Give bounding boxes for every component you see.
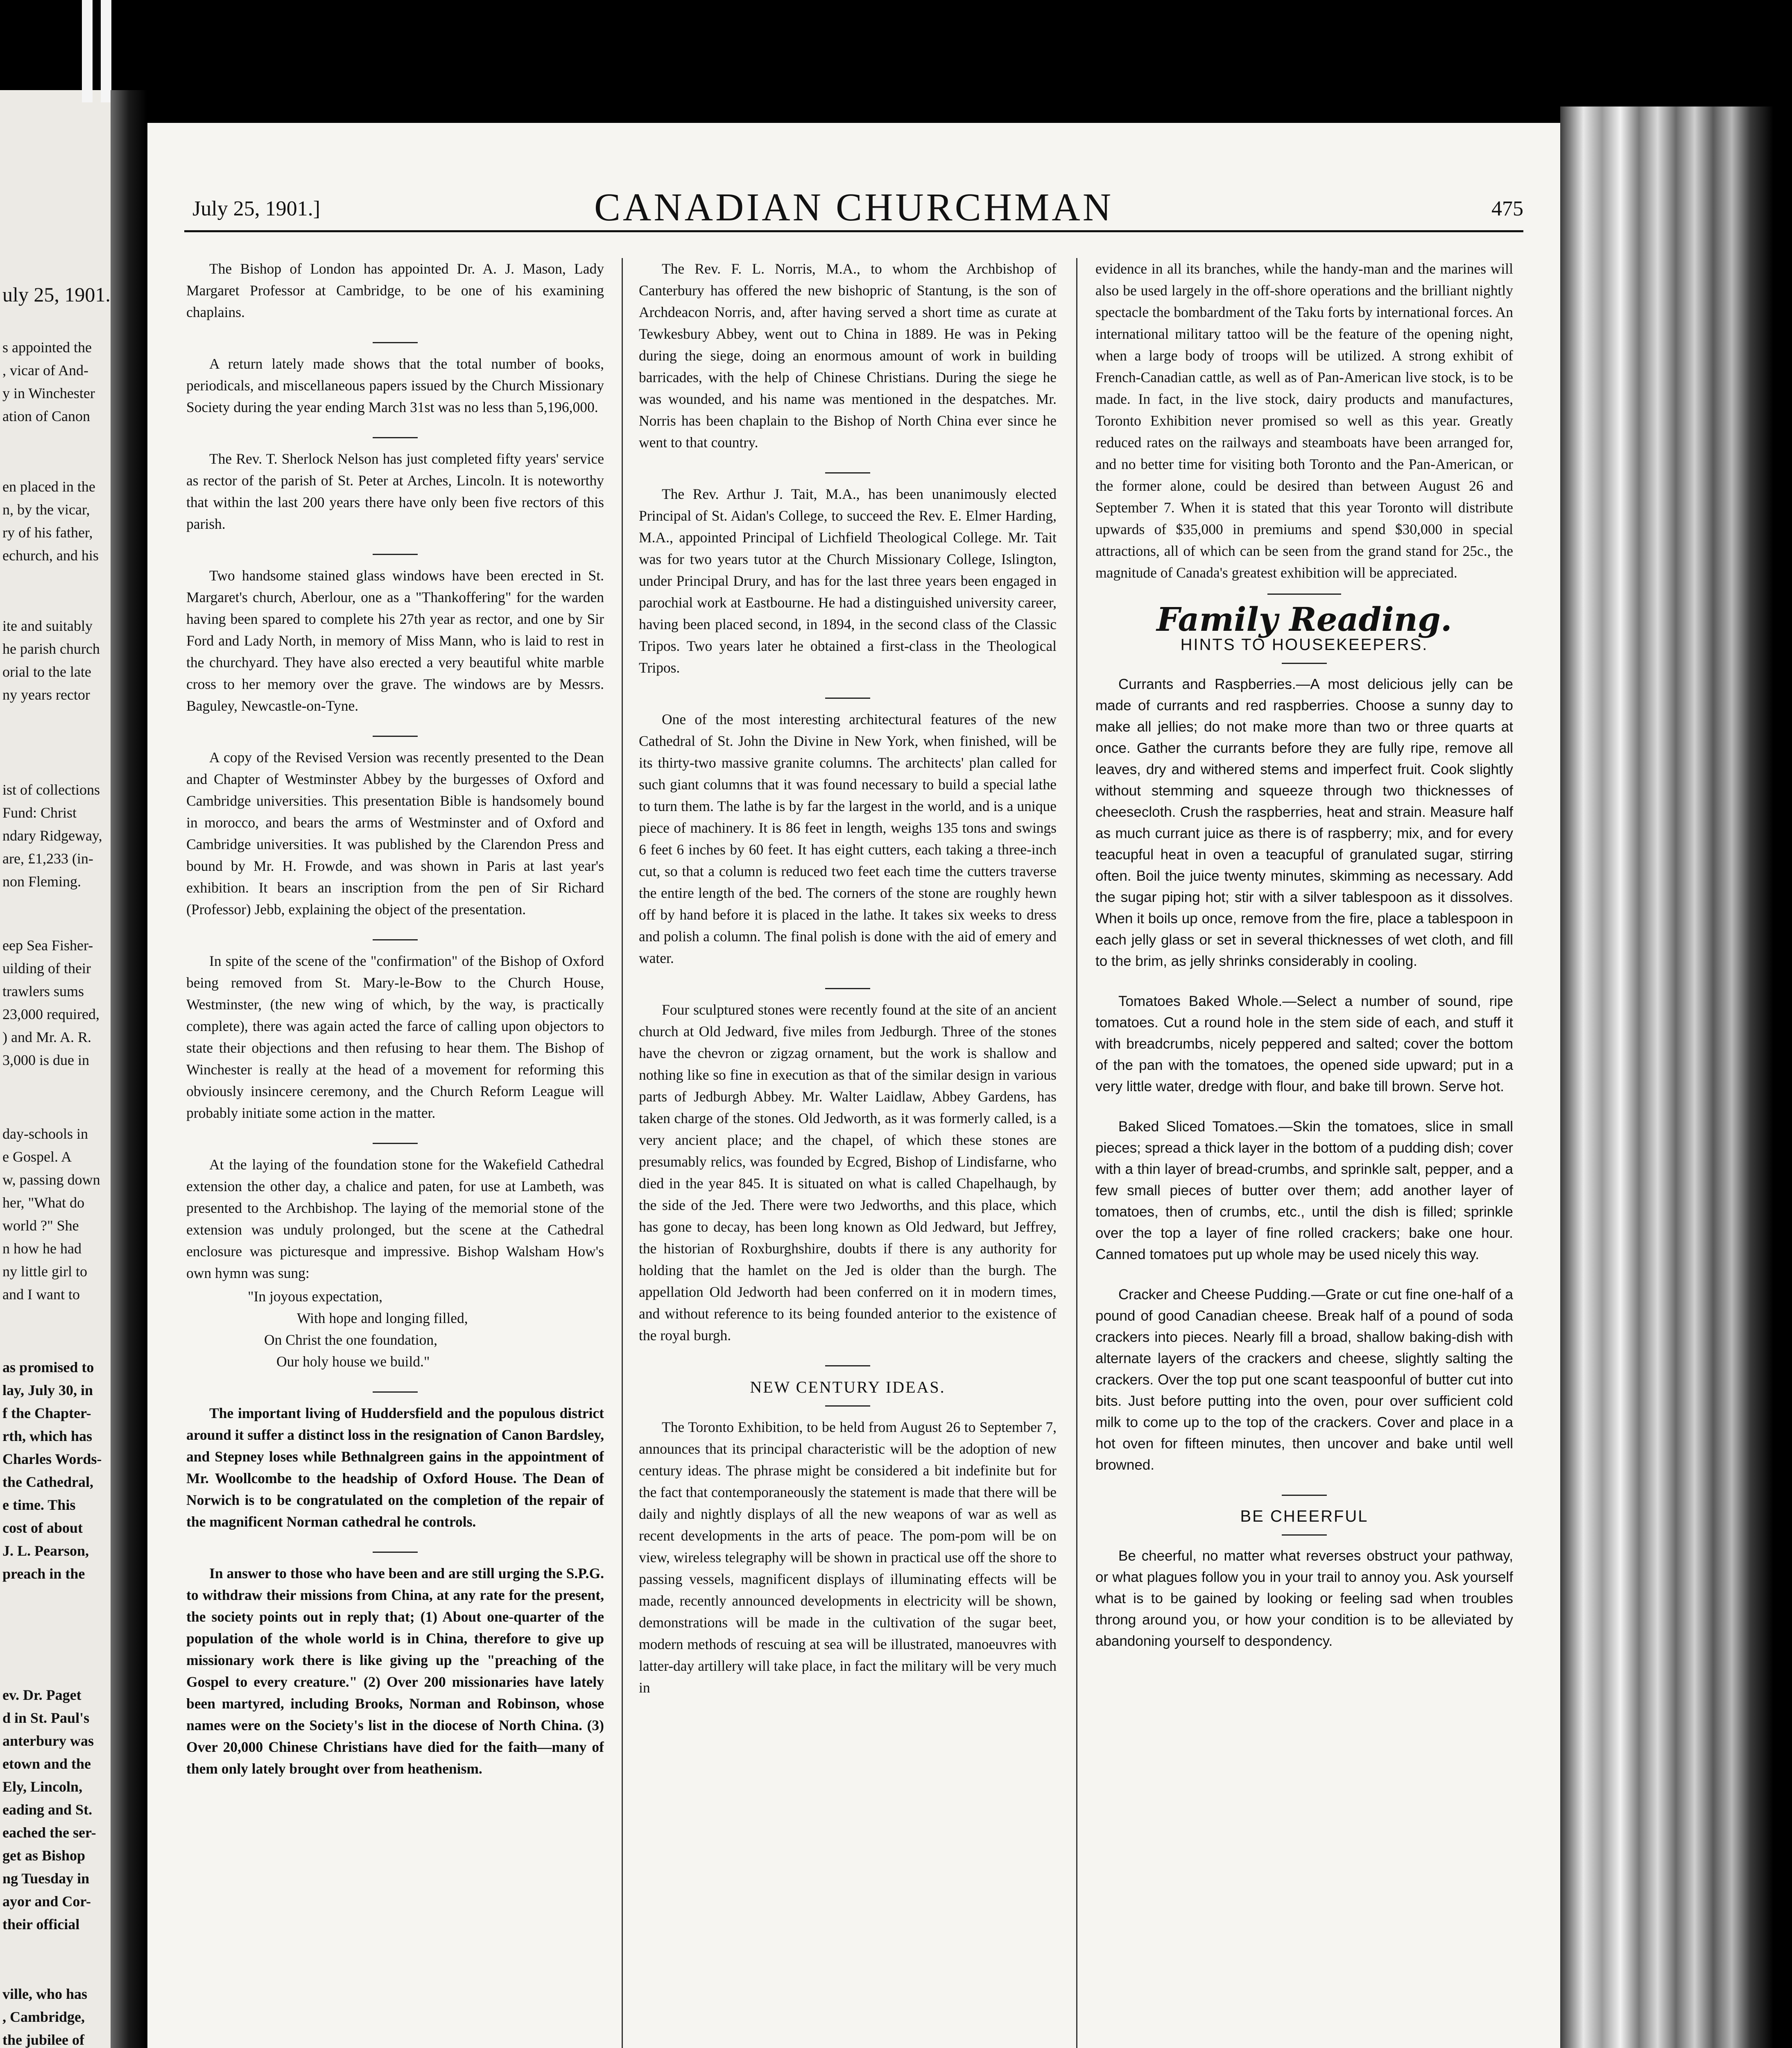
left-page-line: the jubilee of: [2, 2032, 84, 2048]
left-page-line: n how he had: [2, 1240, 81, 1257]
article-paragraph: Two handsome stained glass windows have been erected in St. Margaret's church, Aberlour, one as a "Thankoffering" for the warden having been spared to complete his 27th year as rector, and one by Sir Ford and Lady North, in memory of Miss Mann, who is laid to rest in the churchyard. They have also erected a very beautiful white marble cross to her memory over the grave. The windows are by Messrs. Baguley, Newcastle-on-Tyne.: [186, 567, 604, 714]
page-number: 475: [1491, 197, 1523, 220]
left-page-line: ation of Canon: [2, 408, 90, 424]
left-page-line: ry of his father,: [2, 524, 93, 541]
left-page-line: ) and Mr. A. R.: [2, 1029, 92, 1045]
separator: [1267, 594, 1341, 595]
separator: [373, 736, 418, 737]
separator: [1282, 1534, 1327, 1536]
left-page-line: day-schools in: [2, 1126, 88, 1142]
left-page-line: orial to the late: [2, 664, 91, 680]
left-page-line: eading and St.: [2, 1801, 93, 1818]
left-page-line: ite and suitably: [2, 618, 93, 634]
recipe-paragraph: Cracker and Cheese Pudding.—Grate or cut fine one-half of a pound of good Canadian cheese. Break half of a pound of soda crackers into pieces. Nearly fill a broad, shallow baking-dish with alternate layers of the crackers and cheese, slightly salting the crackers. Over the top put one scant teaspoonful of butter cut into bits. Just before putting into the oven, pour over sufficient cold milk to come up to the top of the crackers. Cover and place in a hot oven for fifteen minutes, then uncover and bake until well browned.: [1095, 1287, 1513, 1473]
left-page-line: and I want to: [2, 1286, 80, 1303]
gutter-shadow: [111, 90, 147, 2048]
left-page-line: 3,000 is due in: [2, 1052, 89, 1068]
left-page-line: get as Bishop: [2, 1847, 86, 1864]
section-title: Family Reading.: [1156, 600, 1452, 639]
left-page-line: their official: [2, 1916, 80, 1932]
left-page-line: , vicar of And-: [2, 362, 88, 378]
separator: [373, 554, 418, 555]
separator: [373, 939, 418, 940]
separator: [373, 437, 418, 438]
left-page-line: rth, which has: [2, 1428, 93, 1444]
film-marker-top-1: [82, 0, 93, 102]
article-paragraph: The Rev. F. L. Norris, M.A., to whom the Archbishop of Canterbury has offered the new bishopric of Stantung, is the son of Archdeacon Norris, and, after having served a short time as curate at Tewkesbury Abbey, went out to China in 1889. He was in Peking during the siege, doing an enormous amount of work in building barricades, with the help of Chinese Christians. During the siege he was wounded, and his name was mentioned in the despatches. Mr. Norris has been chaplain to the Bishop of North China ever since he went to that country.: [639, 261, 1057, 451]
left-page-sheet: [0, 90, 123, 2048]
left-page-line: cost of about: [2, 1520, 83, 1536]
article-paragraph: The Rev. T. Sherlock Nelson has just completed fifty years' service as rector of the parish of St. Peter at Arches, Lincoln. It is noteworthy that within the last 200 years there have only been five rectors of this parish.: [186, 451, 604, 532]
article-paragraph: The Bishop of London has appointed Dr. A. J. Mason, Lady Margaret Professor at Cambridge, to be one of his examining chaplains.: [186, 261, 604, 320]
page-edges: [1560, 106, 1792, 2048]
header-rule: [184, 230, 1523, 232]
left-page-line: Charles Words-: [2, 1451, 102, 1467]
separator: [373, 1552, 418, 1553]
column-rule: [622, 258, 623, 2048]
left-page-line: uilding of their: [2, 960, 91, 976]
left-page-fragment: [0, 0, 123, 2048]
left-page-line: en placed in the: [2, 478, 95, 495]
left-page-line: as promised to: [2, 1359, 94, 1375]
article-paragraph: evidence in all its branches, while the handy-man and the marines will also be used largely in the off-shore operations and the brilliant nightly spectacle the bombardment of the Taku forts by international forces. An international military tattoo will be the feature of the opening night, when a large body of troops will be utilized. A strong exhibit of French-Canadian cattle, as well as of Pan-American live stock, is to be made. In fact, in the live stock, dairy products and manufactures, Toronto Exhibition never promised so well as this year. Greatly reduced rates on the railways and steamboats have been arranged for, and no better time for visiting both Toronto and the Pan-American, or the former alone, could be desired than between August 26 and September 7. When it is stated that this year Toronto will distribute upwards of $35,000 in premiums and spend $30,000 in special attractions, all of which can be seen from the grand stand for 25c., the magnitude of Canada's greatest exhibition will be appreciated.: [1095, 261, 1513, 581]
section-heading: BE CHEERFUL: [1240, 1507, 1369, 1525]
recipe-paragraph: Baked Sliced Tomatoes.—Skin the tomatoes, slice in small pieces; spread a thick layer in the bottom of a pudding dish; cover with a thin layer of bread-crumbs, and sprinkle salt, pepper, and a few small pieces of butter over them; add another layer of tomatoes, then of crumbs, etc., until the dish is filled; sprinkle over the top a layer of fine rolled crackers; bake one hour. Canned tomatoes put up whole may be used nicely this way.: [1095, 1119, 1513, 1262]
left-page-line: d in St. Paul's: [2, 1710, 90, 1726]
separator: [373, 1391, 418, 1393]
left-page-line: her, "What do: [2, 1194, 85, 1211]
recipe-paragraph: Tomatoes Baked Whole.—Select a number of sound, ripe tomatoes. Cut a round hole in the stem side of each, and stuff it with breadcrumbs, nicely peppered and salted; cover the bottom of the pan with the tomatoes, the opened side upward; put in a very little water, dredge with flour, and bake till brown. Serve hot.: [1095, 993, 1513, 1094]
separator: [825, 698, 870, 699]
left-page-line: 23,000 required,: [2, 1006, 100, 1022]
left-page-line: e Gospel. A: [2, 1149, 72, 1165]
article-paragraph: The Toronto Exhibition, to be held from August 26 to September 7, announces that its principal characteristic will be the adoption of new century ideas. The phrase might be considered a bit indefinite but for the fact that contemporaneously the statement is made that there will be daily and nightly displays of all the new weapons of war as well as recent developments in the arts of peace. The pom-pom will be on view, wireless telegraphy will be shown in practical use off the shore to passing vessels, magnificent displays of illuminating effects will be made, recently announced developments in electricity will be shown, demonstrations will be made in the cultivation of the sugar beet, modern methods of rescuing at sea will be illustrated, manoeuvres with latter-day artillery will take place, in fact the military will be very much in: [639, 1419, 1057, 1696]
left-page-line: s appointed the: [2, 339, 92, 356]
verse-line: "In joyous expectation,: [248, 1288, 382, 1305]
article-paragraph: The important living of Huddersfield and the populous district around it suffer a distinct loss in the resignation of Canon Bardsley, and Stepney loses while Bethnalgreen gains in the appointment of Mr. Woollcombe to the headship of Oxford House. The Dean of Norwich is to be congratulated on the completion of the repair of the magnificent Norman cathedral he controls.: [186, 1405, 604, 1530]
left-page-line: world ?" She: [2, 1217, 79, 1234]
column-rule: [1076, 258, 1077, 2048]
header-date: July 25, 1901.]: [192, 197, 320, 220]
left-page-line: ny little girl to: [2, 1263, 87, 1280]
separator: [1282, 1495, 1327, 1496]
column-2: [639, 258, 1057, 2048]
separator: [825, 1405, 870, 1407]
left-page-line: e time. This: [2, 1497, 76, 1513]
left-page-line: ny years rector: [2, 686, 90, 703]
newspaper-page: [147, 123, 1560, 2048]
left-page-line: etown and the: [2, 1756, 91, 1772]
left-page-line: eep Sea Fisher-: [2, 937, 93, 954]
verse-line: With hope and longing filled,: [297, 1310, 468, 1326]
left-page-line: , Cambridge,: [2, 2009, 85, 2025]
left-page-line: the Cathedral,: [2, 1474, 93, 1490]
left-page-line: ev. Dr. Paget: [2, 1687, 81, 1703]
article-paragraph: One of the most interesting architectural features of the new Cathedral of St. John the Divine in New York, when finished, will be its thirty-two massive granite columns. The architects' plan called for such giant columns that it was found necessary to build a special lathe to turn them. The lathe is by far the largest in the world, and is a unique piece of machinery. It is 86 feet in length, weighs 135 tons and swings 6 feet 6 inches by 60 feet. It has eight cutters, each taking a three-inch cut, so that a column is reduced two feet each time the cutters traverse the entire length of the bed. The corners of the stone are roughly hewn off by hand before it is placed in the lathe. It takes six weeks to dress and polish a column. The final polish is done with the aid of emery and water.: [639, 711, 1057, 966]
recipe-paragraph: Currants and Raspberries.—A most delicious jelly can be made of currants and red raspberries. Choose a sunny day to make all jellies; do not make more than two or three quarts at once. Gather the currants before they are fully ripe, remove all leaves, dry and withered stems and imperfect fruit. Cook slightly without stemming and squeeze through two thicknesses of cheesecloth. Crush the raspberries, heat and strain. Measure half as much currant juice as there is of raspberry; mix, and for every teacupful heat in oven a teacupful of granulated sugar, stirring often. Boil the juice twenty minutes, skimming as necessary. Add the sugar piping hot; stir with a silver tablespoon as it dissolves. When it boils up once, remove from the fire, place a tablespoon in each jelly glass or set in several thicknesses of wet cloth, and fill to the brim, as jelly shrinks considerably in cooling.: [1095, 676, 1513, 969]
left-page-line: Ely, Lincoln,: [2, 1778, 83, 1795]
masthead-title: CANADIAN CHURCHMAN: [594, 185, 1114, 229]
left-page-line: trawlers sums: [2, 983, 84, 999]
left-page-line: ist of collections: [2, 782, 100, 798]
article-paragraph: A return lately made shows that the total number of books, periodicals, and miscellaneous papers issued by the Church Missionary Society during the year ending March 31st was no less than 5,196,000.: [186, 356, 604, 415]
left-page-line: lay, July 30, in: [2, 1382, 93, 1398]
left-page-line: w, passing down: [2, 1171, 100, 1188]
left-page-line: ayor and Cor-: [2, 1893, 91, 1910]
section-heading: HINTS TO HOUSEKEEPERS.: [1180, 636, 1428, 654]
left-page-line: y in Winchester: [2, 385, 95, 401]
verse-line: On Christ the one foundation,: [264, 1332, 437, 1348]
article-paragraph: Be cheerful, no matter what reverses obstruct your pathway, or what plagues follow you in your trail to annoy you. Ask yourself what is to be gained by looking or feeling sad when troubles throng around you, or how your condition is to be alleviated by abandoning yourself to despondency.: [1095, 1548, 1513, 1649]
left-page-line: echurch, and his: [2, 547, 99, 564]
left-page-line: ndary Ridgeway,: [2, 827, 102, 844]
left-page-line: anterbury was: [2, 1733, 94, 1749]
article-paragraph: In answer to those who have been and are still urging the S.P.G. to withdraw their missions from China, at any rate for the present, the society points out in reply that; (1) About one-quarter of the population of the whole world is in China, therefore to give up missionary work there is like giving up the "preaching of the Gospel to every creature." (2) Over 200 missionaries have lately been martyred, including Brooks, Norman and Robinson, whose names were on the Society's list in the diocese of North China. (3) Over 20,000 Chinese Christians have died for the faith—many of them only lately brought over from heathenism.: [186, 1565, 604, 1777]
left-page-line: f the Chapter-: [2, 1405, 91, 1421]
film-marker-top-2: [101, 0, 111, 102]
hymn-verse: [186, 1286, 604, 1373]
article-paragraph: In spite of the scene of the "confirmation" of the Bishop of Oxford being removed from St. Mary-le-Bow to the Church House, Westminster, (the new wing of which, by the way, is practically complete), there was again acted the farce of calling upon objectors to state their objections and then refusing to hear them. The Bishop of Winchester is really at the head of a movement for reforming this obviously insincere ceremony, and the Church Reform League will probably initiate some action in the matter.: [186, 953, 604, 1121]
verse-line: Our holy house we build.": [276, 1353, 430, 1370]
left-page-line: ville, who has: [2, 1986, 88, 2002]
separator: [825, 988, 870, 989]
left-page-line: eached the ser-: [2, 1824, 96, 1841]
left-page-line: n, by the vicar,: [2, 501, 90, 518]
article-paragraph: A copy of the Revised Version was recently presented to the Dean and Chapter of Westminster Abbey by the burgesses of Oxford and Cambridge universities. This presentation Bible is handsomely bound in morocco, and bears the arms of Westminster and of Oxford and Cambridge universities. It was published by the Clarendon Press and bound by Mr. H. Frowde, and was shown in Paris at last year's exhibition. It bears an inscription from the pen of Sir Richard (Professor) Jebb, explaining the object of the presentation.: [186, 749, 604, 918]
article-paragraph: The Rev. Arthur J. Tait, M.A., has been unanimously elected Principal of St. Aidan's College, to succeed the Rev. E. Elmer Harding, M.A., appointed Principal of Lichfield Theological College. Mr. Tait was for two years tutor at the Church Missionary College, Islington, under Principal Drury, and has for the last three years been engaged in parochial work at Eastbourne. He had a distinguished university career, having been placed second, in 1894, in the second class of the Classic Tripos. Two years later he obtained a first-class in the Theological Tripos.: [639, 486, 1057, 676]
column-1: [186, 258, 604, 2048]
separator: [1282, 663, 1327, 664]
left-page-line: are, £1,233 (in-: [2, 850, 93, 867]
left-page-line: preach in the: [2, 1565, 85, 1582]
left-page-line: non Fleming.: [2, 873, 81, 890]
left-page-date: uly 25, 1901.: [2, 283, 111, 306]
left-page-line: Fund: Christ: [2, 804, 77, 821]
column-3: [1095, 258, 1513, 2048]
separator: [825, 1365, 870, 1366]
section-heading: NEW CENTURY IDEAS.: [750, 1378, 946, 1396]
separator: [825, 472, 870, 473]
separator: [373, 1143, 418, 1144]
page-header: [147, 180, 1560, 229]
left-page-line: he parish church: [2, 641, 100, 657]
article-paragraph: At the laying of the foundation stone for the Wakefield Cathedral extension the other day, a chalice and paten, for use at Lambeth, was presented to the Archbishop. The laying of the memorial stone of the extension was unduly prolonged, but the scene at the Cathedral enclosure was picturesque and impressive. Bishop Walsham How's own hymn was sung:: [186, 1156, 604, 1281]
left-page-line: ng Tuesday in: [2, 1870, 90, 1887]
separator: [373, 342, 418, 343]
left-page-line: J. L. Pearson,: [2, 1543, 89, 1559]
article-paragraph: Four sculptured stones were recently found at the site of an ancient church at Old Jedward, five miles from Jedburgh. Three of the stones have the chevron or zigzag ornament, but the work is shallow and nothing like so fine in execution as that of the similar design in various parts of Jedburgh Abbey. Mr. Walter Laidlaw, Abbey Gardens, has taken charge of the stones. Old Jedworth, as it was formerly called, is a very ancient place; and the chapel, of which these stones are presumably relics, was founded by Ecgred, Bishop of Lindisfarne, who died in the year 845. It is situated on what is called Chapelhaugh, by the side of the Jed. There were two Jedworths, and this place, which has gone to decay, has been long known as Old Jedward, but Jeffrey, the historian of Roxburghshire, doubts if there is any authority for holding that the hamlet on the Jed is older than the burgh. The appellation Old Jedworth had been conferred on it in modern times, and without reference to its being founded anterior to the existence of the royal burgh.: [639, 1001, 1057, 1343]
